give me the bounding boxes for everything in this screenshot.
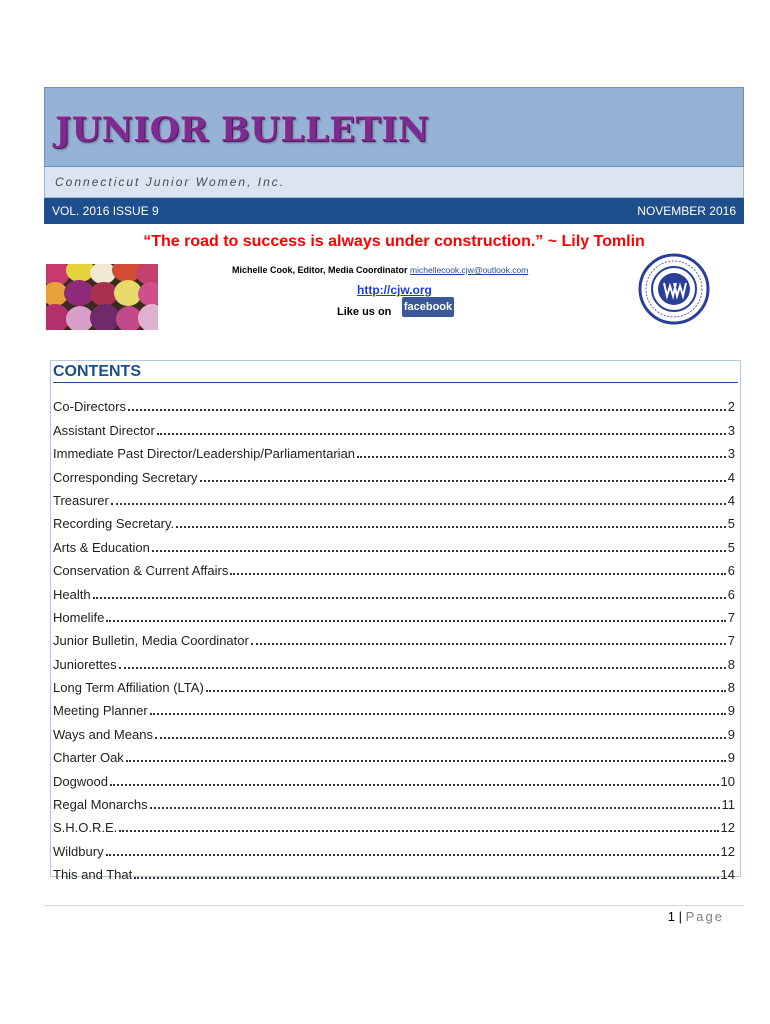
organization-name: Connecticut Junior Women, Inc.	[44, 167, 744, 198]
newsletter-title: JUNIOR BULLETIN	[55, 110, 430, 150]
toc-dot-leader	[230, 573, 725, 575]
toc-entry-page: 12	[720, 820, 735, 836]
toc-entry-title: This and That	[53, 867, 133, 883]
editor-email-link[interactable]: michellecook.cjw@outlook.com	[410, 265, 529, 275]
toc-entry-page: 5	[727, 516, 735, 532]
toc-entry-page: 8	[727, 656, 735, 672]
chrysanthemum-photo	[46, 264, 158, 330]
toc-entry[interactable]	[53, 602, 735, 625]
toc-entry[interactable]	[53, 742, 735, 765]
toc-entry[interactable]	[53, 414, 735, 437]
toc-entry[interactable]	[53, 859, 735, 882]
toc-entry[interactable]	[53, 812, 735, 835]
facebook-button[interactable]: facebook	[402, 297, 454, 317]
toc-dot-leader	[119, 667, 726, 669]
featured-quote: “The road to success is always under construction.” ~ Lily Tomlin	[143, 233, 645, 250]
page-separator: |	[678, 909, 682, 924]
toc-entry-title: Conservation & Current Affairs	[53, 563, 229, 579]
toc-entry[interactable]	[53, 391, 735, 414]
masthead	[44, 87, 744, 167]
toc-entry-title: Corresponding Secretary	[53, 469, 198, 485]
toc-entry-page: 7	[727, 609, 735, 625]
editor-credit	[232, 265, 528, 275]
toc-entry-title: Wildbury	[53, 843, 104, 859]
toc-entry-title: Charter Oak	[53, 750, 124, 766]
toc-entry-page: 7	[727, 633, 735, 649]
toc-entry-page: 9	[727, 750, 735, 766]
toc-entry-page: 8	[727, 680, 735, 696]
toc-entry-page: 3	[727, 446, 735, 462]
toc-entry-title: Arts & Education	[53, 539, 150, 555]
toc-entry-page: 4	[727, 469, 735, 485]
toc-entry-page: 9	[727, 703, 735, 719]
issue-bar	[44, 198, 744, 224]
toc-entry-title: Junior Bulletin, Media Coordinator	[53, 633, 249, 649]
toc-dot-leader	[152, 550, 726, 552]
toc-dot-leader	[206, 690, 726, 692]
toc-entry[interactable]	[53, 695, 735, 718]
toc-dot-leader	[251, 643, 726, 645]
toc-entry-page: 9	[727, 726, 735, 742]
toc-entry[interactable]	[53, 508, 735, 531]
toc-entry-title: Co-Directors	[53, 399, 126, 415]
toc-entry[interactable]	[53, 461, 735, 484]
toc-entry-page: 14	[720, 867, 735, 883]
organization-seal-logo	[638, 253, 710, 325]
contact-section	[44, 251, 744, 343]
table-of-contents	[50, 360, 741, 883]
toc-dot-leader	[150, 713, 726, 715]
toc-entry-page: 2	[727, 399, 735, 415]
newsletter-page	[44, 87, 744, 924]
page-number: 1	[667, 909, 675, 924]
toc-entry-title: Assistant Director	[53, 422, 155, 438]
toc-entry[interactable]	[53, 672, 735, 695]
toc-entry[interactable]	[53, 485, 735, 508]
toc-dot-leader	[106, 620, 725, 622]
toc-entry[interactable]	[53, 835, 735, 858]
like-us-text: Like us on	[337, 306, 392, 318]
toc-entry-title: Health	[53, 586, 91, 602]
footer-divider	[44, 905, 744, 906]
toc-entry-title: Homelife	[53, 609, 105, 625]
toc-entry[interactable]	[53, 765, 735, 788]
toc-entry-title: Regal Monarchs	[53, 797, 148, 813]
editor-name: Michelle Cook, Editor, Media Coordinator	[232, 265, 408, 275]
toc-entry-title: Immediate Past Director/Leadership/Parliamentarian	[53, 446, 356, 462]
toc-entry-page: 10	[720, 773, 735, 789]
toc-entry-title: Dogwood	[53, 773, 108, 789]
toc-entry[interactable]	[53, 625, 735, 648]
toc-dot-leader	[150, 807, 720, 809]
page-number-footer	[668, 909, 724, 924]
toc-dot-leader	[134, 877, 718, 879]
toc-entry-title: Treasurer	[53, 492, 109, 508]
toc-entry[interactable]	[53, 648, 735, 671]
toc-entry-page: 5	[727, 539, 735, 555]
toc-entry[interactable]	[53, 578, 735, 601]
toc-entry[interactable]	[53, 555, 735, 578]
contents-list	[53, 391, 735, 882]
toc-entry-title: Juniorettes	[53, 656, 117, 672]
toc-entry-page: 12	[720, 843, 735, 859]
toc-entry-page: 4	[727, 492, 735, 508]
toc-entry[interactable]	[53, 789, 735, 812]
toc-dot-leader	[155, 737, 726, 739]
issue-date: NOVEMBER 2016	[637, 204, 736, 218]
toc-entry-title: Recording Secretary.	[53, 516, 175, 532]
toc-dot-leader	[119, 830, 718, 832]
contents-heading: CONTENTS	[53, 363, 738, 383]
toc-dot-leader	[176, 526, 726, 528]
toc-entry-page: 3	[727, 422, 735, 438]
toc-entry-title: Ways and Means	[53, 726, 153, 742]
toc-entry[interactable]	[53, 531, 735, 554]
toc-dot-leader	[93, 597, 726, 599]
volume-issue: VOL. 2016 ISSUE 9	[52, 204, 159, 218]
toc-entry-title: Meeting Planner	[53, 703, 148, 719]
toc-dot-leader	[200, 480, 726, 482]
toc-entry-title: Long Term Affiliation (LTA)	[53, 680, 204, 696]
toc-entry-title: S.H.O.R.E.	[53, 820, 118, 836]
toc-dot-leader	[106, 854, 719, 856]
toc-dot-leader	[110, 784, 719, 786]
toc-entry[interactable]	[53, 438, 735, 461]
toc-dot-leader	[128, 409, 726, 411]
toc-dot-leader	[357, 456, 726, 458]
toc-entry-page: 11	[721, 797, 735, 813]
page-word: Page	[685, 909, 724, 924]
toc-dot-leader	[157, 433, 726, 435]
toc-entry-page: 6	[727, 563, 735, 579]
toc-dot-leader	[111, 503, 726, 505]
website-link[interactable]: http://cjw.org	[357, 283, 432, 297]
toc-dot-leader	[126, 760, 726, 762]
toc-entry[interactable]	[53, 718, 735, 741]
toc-entry-page: 6	[727, 586, 735, 602]
